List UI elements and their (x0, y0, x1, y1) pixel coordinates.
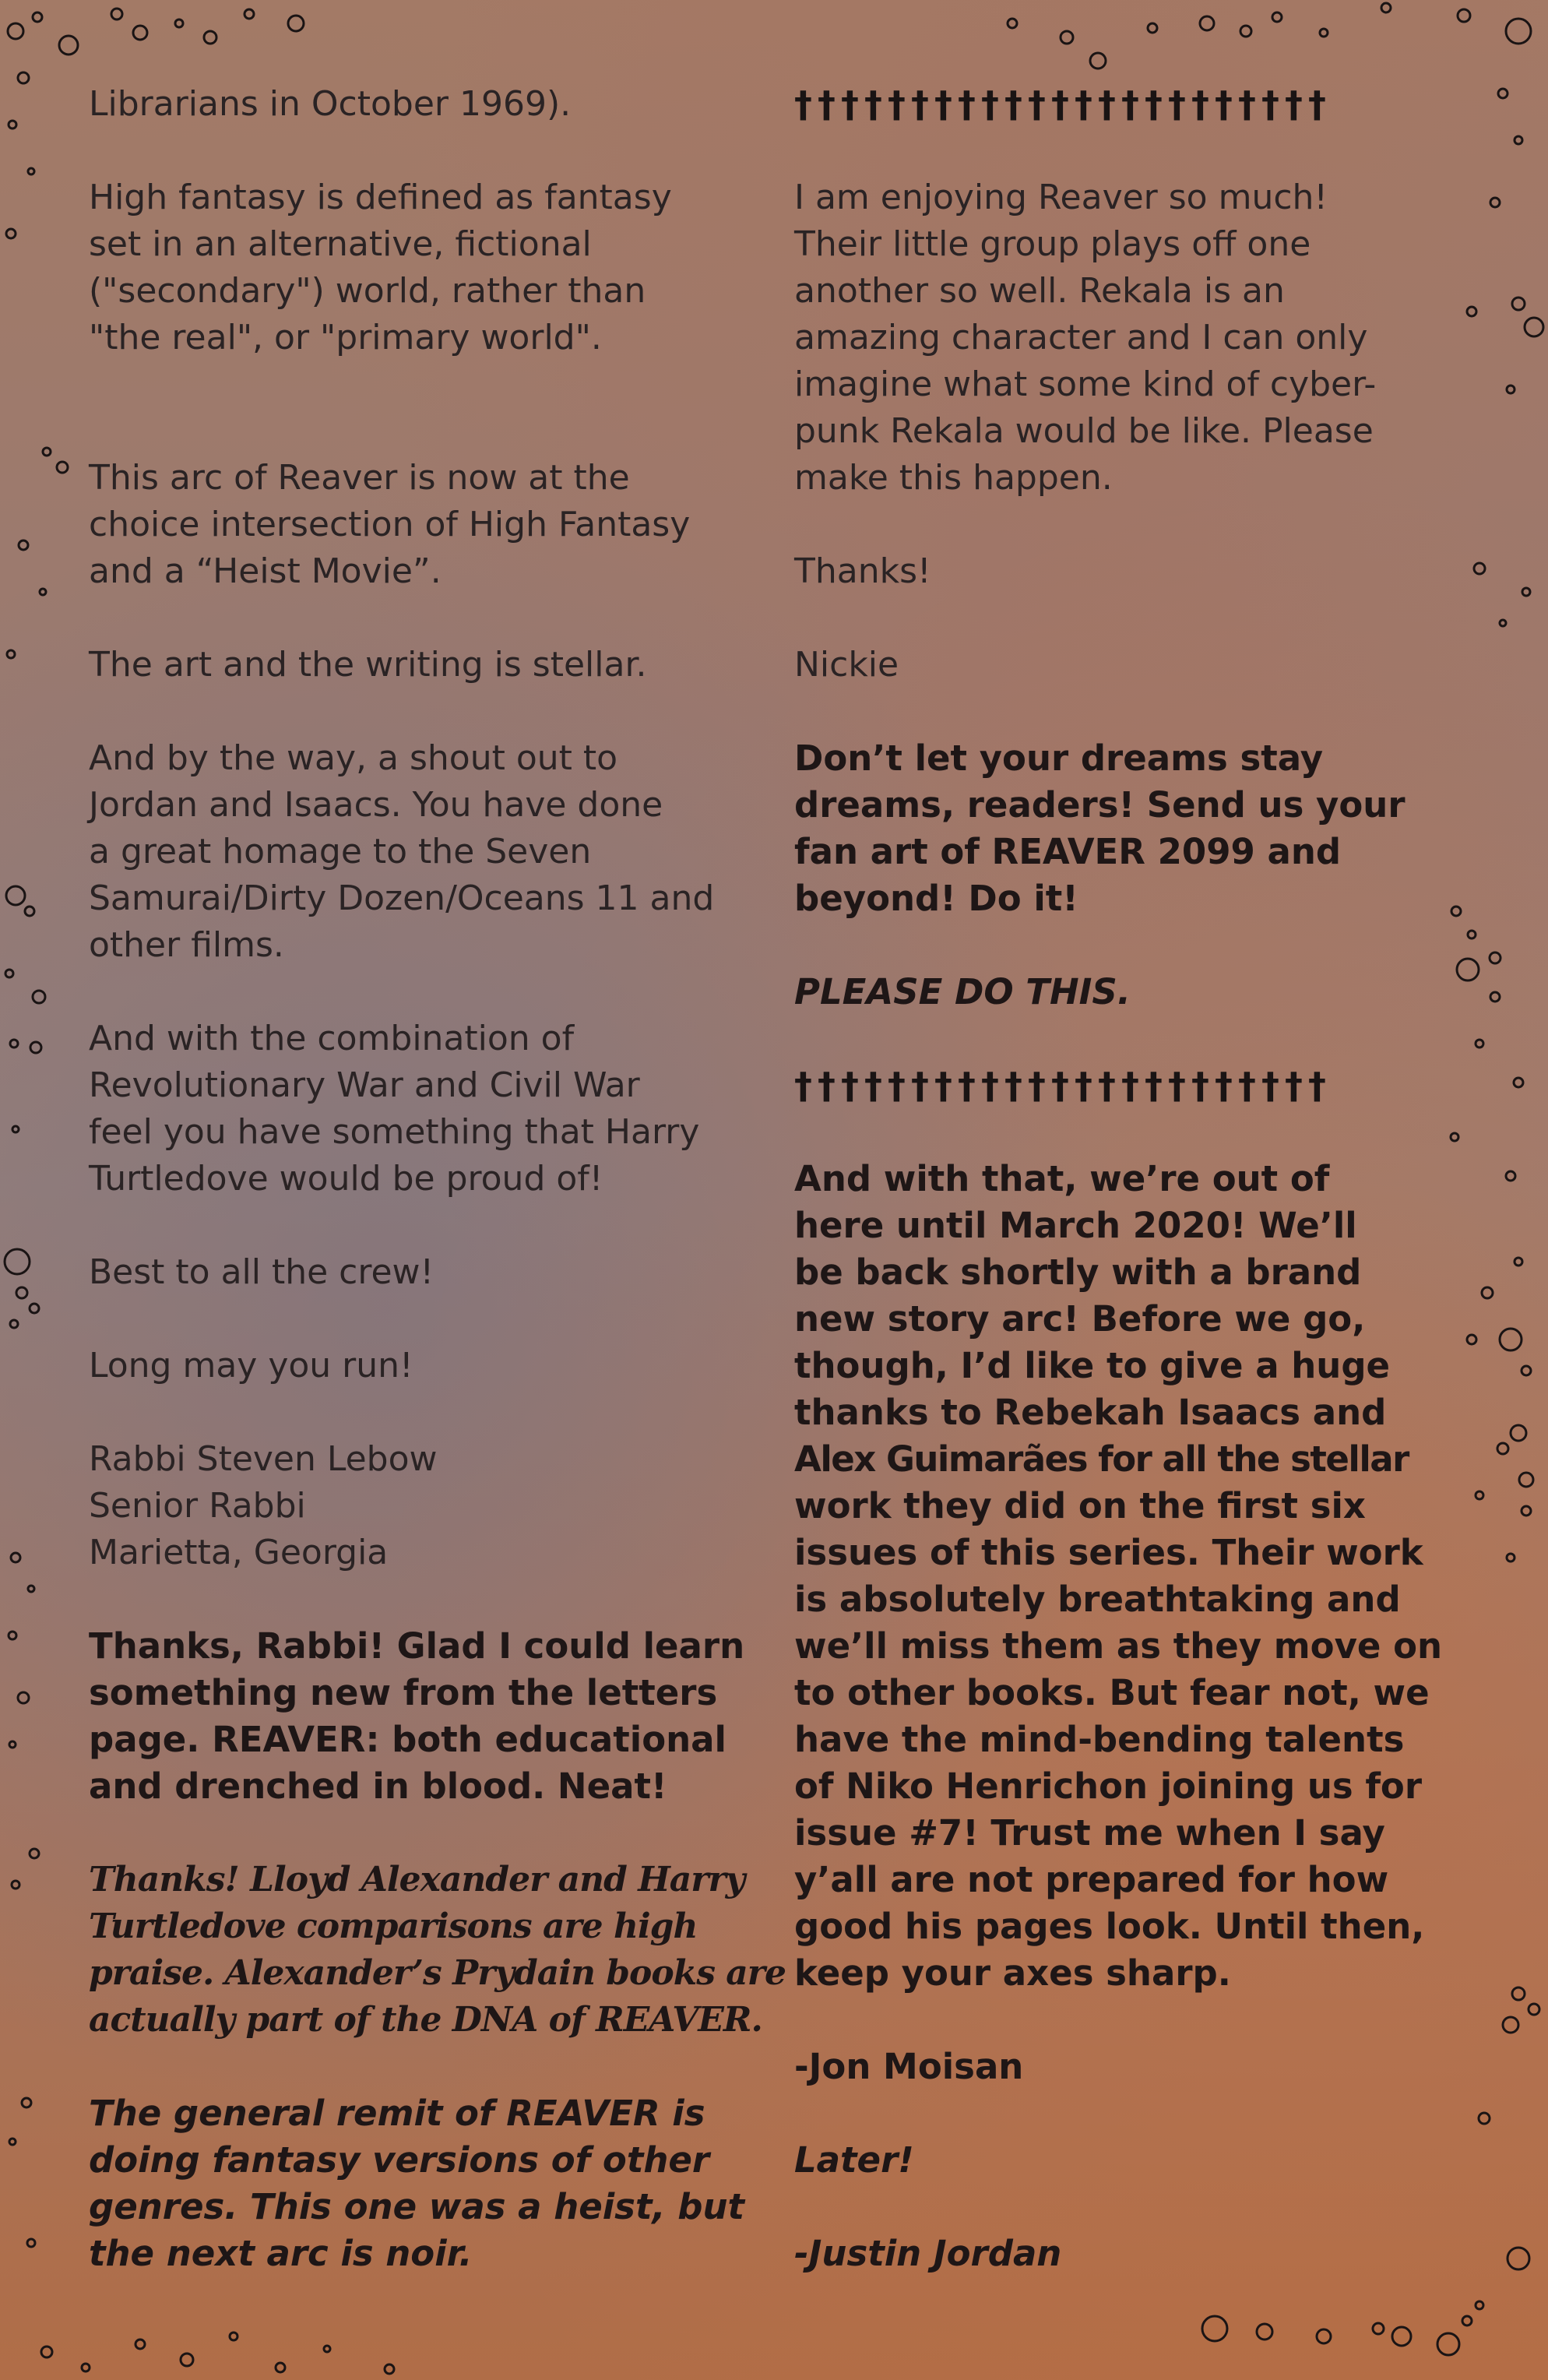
text-line: feel you have something that Harry (89, 1112, 700, 1152)
text-line: Samurai/Dirty Dozen/Oceans 11 and (89, 878, 715, 918)
letter-paragraph-high-fantasy (89, 174, 766, 361)
text-line: Nickie (794, 645, 899, 685)
text-line: amazing character and I can only (794, 318, 1368, 357)
letter-paragraph-shout-out (89, 735, 766, 969)
signature-justin-jordan (794, 2230, 1472, 2277)
text-line: -Justin Jordan (794, 2233, 1062, 2274)
text-line: make this happen. (794, 458, 1113, 498)
text-line: good his pages look. Until then, (794, 1906, 1425, 1947)
text-line: And with the combination of (89, 1019, 575, 1058)
text-line: choice intersection of High Fantasy (89, 505, 691, 544)
letter-signature-nickie (794, 642, 1472, 688)
text-line: Rabbi Steven Lebow (89, 1439, 438, 1479)
letter-closing-2 (89, 1343, 766, 1389)
text-line: High fantasy is defined as fantasy (89, 178, 672, 217)
text-line: genres. This one was a heist, but (89, 2186, 744, 2227)
text-line: I am enjoying Reaver so much! (794, 178, 1328, 217)
text-line: have the mind-bending talents (794, 1719, 1405, 1760)
text-line: fan art of REAVER 2099 and (794, 831, 1342, 872)
text-line: ††††††††††††††††††††††† (794, 1065, 1332, 1107)
text-line: the next arc is noir. (89, 2233, 473, 2274)
text-line: new story arc! Before we go, (794, 1298, 1366, 1340)
text-line: Librarians in October 1969). (89, 84, 572, 124)
text-line: -Jon Moisan (794, 2046, 1024, 2087)
text-line: The art and the writing is stellar. (89, 645, 647, 685)
text-line: PLEASE DO THIS. (794, 971, 1131, 1012)
text-line: "the real", or "primary world". (89, 318, 602, 357)
text-line: Alex Guimarães for all the stellar (794, 1438, 1409, 1480)
text-line: page. REAVER: both educational (89, 1719, 727, 1760)
text-line: here until March 2020! We’ll (794, 1205, 1357, 1246)
text-line: and a “Heist Movie”. (89, 551, 442, 591)
text-line: Don’t let your dreams stay (794, 738, 1324, 779)
text-line: And with that, we’re out of (794, 1158, 1330, 1199)
text-line: keep your axes sharp. (794, 1952, 1231, 1994)
text-line: another so well. Rekala is an (794, 271, 1285, 311)
text-line: Jordan and Isaacs. You have done (89, 785, 663, 825)
text-line: work they did on the first six (794, 1485, 1366, 1526)
text-line: Thanks, Rabbi! Glad I could learn (89, 1625, 745, 1667)
text-line: Long may you run! (89, 1346, 413, 1385)
text-line: Marietta, Georgia (89, 1533, 389, 1572)
editor-reply-1 (89, 1623, 766, 1810)
text-line: issue #7! Trust me when I say (794, 1812, 1385, 1854)
text-line: ("secondary") world, rather than (89, 271, 646, 311)
text-line: and drenched in blood. Neat! (89, 1766, 667, 1807)
dagger-divider (794, 81, 1472, 128)
editor-reply-fan-art (794, 735, 1472, 922)
text-line: be back shortly with a brand (794, 1252, 1362, 1293)
text-line: y’all are not prepared for how (794, 1859, 1389, 1900)
text-line: dreams, readers! Send us your (794, 784, 1406, 826)
text-line: Best to all the crew! (89, 1252, 434, 1292)
letter-paragraph-war (89, 1016, 766, 1202)
letter-thanks (794, 548, 1472, 595)
text-line: other films. (89, 925, 284, 965)
text-line: Thanks! (794, 551, 931, 591)
text-line: beyond! Do it! (794, 878, 1078, 919)
dagger-divider (794, 1062, 1472, 1109)
letter-closing-1 (89, 1249, 766, 1296)
text-line: though, I’d like to give a huge (794, 1345, 1391, 1386)
text-line: The general remit of REAVER is (89, 2093, 705, 2134)
signature-jon-moisan (794, 2044, 1472, 2090)
text-line: Thanks! Lloyd Alexander and Harry (89, 1860, 745, 1899)
editor-reply-3 (89, 2090, 766, 2277)
letter-fragment (89, 81, 766, 128)
letter-paragraph-art (89, 642, 766, 688)
right-column (794, 81, 1472, 2324)
text-line: set in an alternative, fictional (89, 224, 592, 264)
text-line: praise. Alexander’s Prydain books are (89, 1953, 786, 1993)
letter-paragraph-enjoying (794, 174, 1472, 502)
letter-paragraph-arc (89, 455, 766, 595)
text-line: issues of this series. Their work (794, 1532, 1423, 1573)
text-line: Later! (794, 2139, 914, 2181)
closing-editorial (794, 1156, 1472, 1997)
letter-signature (89, 1436, 766, 1576)
text-line: Revolutionary War and Civil War (89, 1065, 640, 1105)
text-line: Their little group plays off one (794, 224, 1311, 264)
text-line: actually part of the DNA of REAVER. (89, 2000, 762, 2040)
text-line: of Niko Henrichon joining us for (794, 1766, 1423, 1807)
text-line: Senior Rabbi (89, 1486, 306, 1526)
editor-reply-please (794, 969, 1472, 1016)
text-line: thanks to Rebekah Isaacs and (794, 1392, 1387, 1433)
text-line: Turtledove would be proud of! (89, 1159, 603, 1199)
text-line: And by the way, a shout out to (89, 738, 618, 778)
editor-reply-2 (89, 1857, 786, 2044)
text-line: is absolutely breathtaking and (794, 1579, 1401, 1620)
text-line: a great homage to the Seven (89, 832, 592, 871)
sign-off-later (794, 2137, 1472, 2184)
text-line: to other books. But fear not, we (794, 1672, 1430, 1713)
text-line: imagine what some kind of cyber- (794, 364, 1377, 404)
text-line: punk Rekala would be like. Please (794, 411, 1374, 451)
text-line: This arc of Reaver is now at the (89, 458, 630, 498)
text-line: something new from the letters (89, 1672, 718, 1713)
text-line: doing fantasy versions of other (89, 2139, 710, 2181)
text-line: ††††††††††††††††††††††† (794, 83, 1332, 125)
text-line: we’ll miss them as they move on (794, 1625, 1443, 1667)
text-line: Turtledove comparisons are high (89, 1906, 698, 1946)
left-column (89, 81, 786, 2324)
